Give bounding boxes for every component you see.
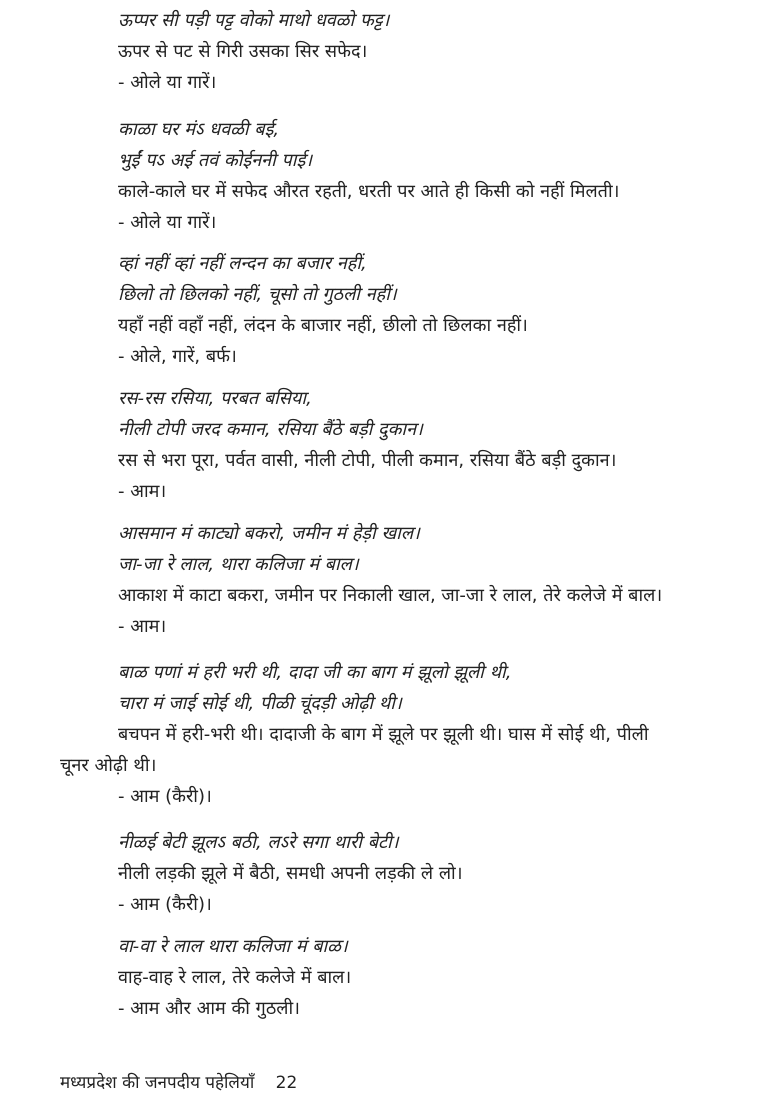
riddle-answer: - आम।: [118, 616, 167, 637]
riddle-answer: - आम (कैरी)।: [118, 894, 212, 915]
riddle-4: [118, 383, 718, 507]
riddle-folk-line: नीळई बेटी झूलऽ बठी, लऽरे सगा थारी बेटी।: [118, 832, 399, 853]
riddle-folk-line: भुईं पऽ अई तवं कोईननी पाई।: [118, 150, 313, 171]
riddle-meaning: बचपन में हरी-भरी थी। दादाजी के बाग में झूले पर झूली थी। घास में सोई थी, पीली: [118, 724, 649, 745]
riddle-folk-line: जा-जा रे लाल, थारा कलिजा मं बाल।: [118, 554, 359, 575]
riddle-answer: - ओले या गारें।: [118, 72, 217, 93]
riddle-2: [118, 114, 718, 238]
riddle-meaning: वाह-वाह रे लाल, तेरे कलेजे में बाल।: [118, 967, 352, 988]
page-number: 22: [275, 1073, 298, 1093]
riddle-answer: - आम (कैरी)।: [118, 786, 212, 807]
riddle-meaning: नीली लड़की झूले में बैठी, समधी अपनी लड़की ले लो।: [118, 863, 463, 884]
riddle-meaning-continued: चूनर ओढ़ी थी।: [60, 755, 157, 776]
riddle-1: [118, 5, 718, 98]
riddle-folk-line: छिलो तो छिलको नहीं, चूसो तो गुठली नहीं।: [118, 284, 397, 305]
riddle-folk-line: काळा घर मंऽ धवळी बई,: [118, 119, 280, 140]
riddle-answer: - ओले या गारें।: [118, 212, 217, 233]
riddle-folk-line: नीली टोपी जरद कमान, रसिया बैंठे बड़ी दुकान।: [118, 419, 423, 440]
riddle-answer: - ओले, गारें, बर्फ।: [118, 346, 237, 367]
riddle-3: [118, 248, 718, 372]
riddle-8: [118, 931, 718, 1024]
riddle-folk-line: वा-वा रे लाल थारा कलिजा मं बाळ।: [118, 936, 348, 957]
riddle-folk-line: चारा मं जाई सोई थी, पीळी चूंदड़ी ओढ़ी थी।: [118, 693, 402, 714]
riddle-meaning: ऊपर से पट से गिरी उसका सिर सफेद।: [118, 41, 368, 62]
riddle-meaning: रस से भरा पूरा, पर्वत वासी, नीली टोपी, पीली कमान, रसिया बैंठे बड़ी दुकान।: [118, 450, 617, 471]
riddle-answer: - आम और आम की गुठली।: [118, 998, 300, 1019]
riddle-6: [60, 657, 718, 812]
riddle-meaning: यहाँ नहीं वहाँ नहीं, लंदन के बाजार नहीं, छीलो तो छिलका नहीं।: [118, 315, 528, 336]
riddle-folk-line: ऊप्पर सी पड़ी पट्ट वोको माथो धवळो फट्ट।: [118, 10, 390, 31]
riddle-folk-line: बाळ पणां मं हरी भरी थी, दादा जी का बाग मं झूलो झूली थी,: [118, 662, 512, 683]
book-title: मध्यप्रदेश की जनपदीय पहेलियाँ: [60, 1073, 255, 1093]
riddle-answer: - आम।: [118, 481, 167, 502]
page-footer: [60, 1068, 297, 1098]
riddle-folk-line: रस-रस रसिया, परबत बसिया,: [118, 388, 312, 409]
riddle-folk-line: व्हां नहीं व्हां नहीं लन्दन का बजार नहीं,: [118, 253, 367, 274]
riddle-folk-line: आसमान मं काट्यो बकरो, जमीन मं हेड़ी खाल।: [118, 523, 420, 544]
riddle-meaning: काले-काले घर में सफेद औरत रहती, धरती पर आते ही किसी को नहीं मिलती।: [118, 181, 620, 202]
riddle-7: [118, 827, 718, 920]
riddle-5: [118, 518, 718, 642]
riddle-meaning: आकाश में काटा बकरा, जमीन पर निकाली खाल, जा-जा रे लाल, तेरे कलेजे में बाल।: [118, 585, 663, 606]
